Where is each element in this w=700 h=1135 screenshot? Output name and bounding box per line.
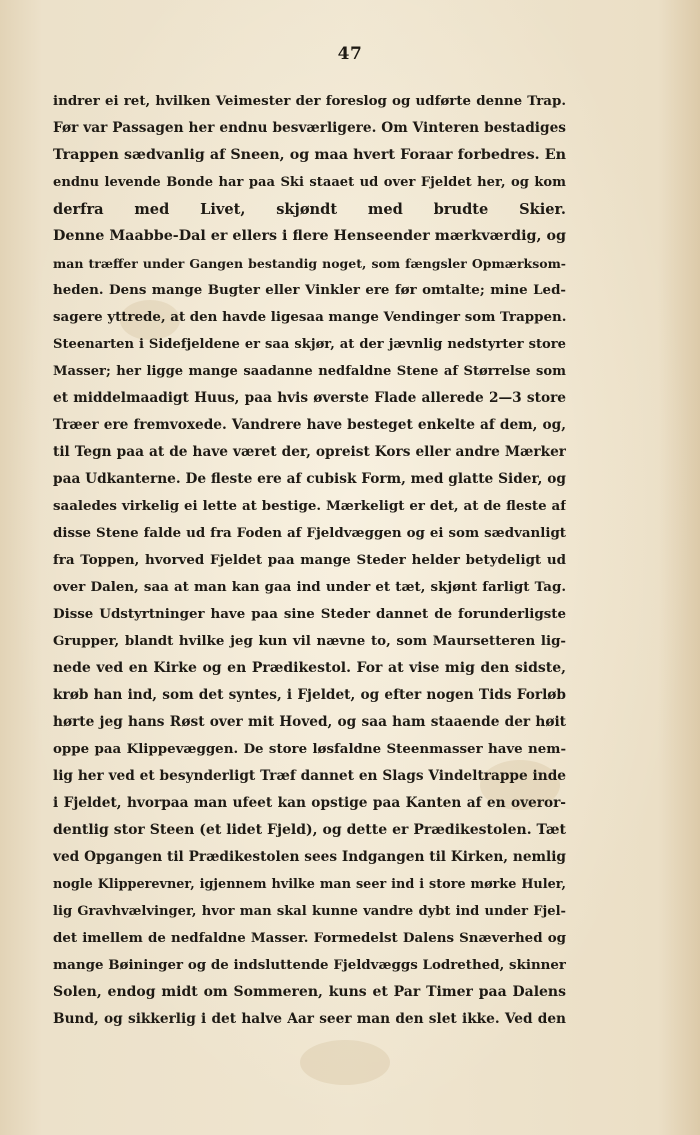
text-line: Solen, endog midt om Sommeren, kuns et Par Timer paa Dalens <box>53 984 566 1000</box>
text-line: nogle Klipperevner, igjennem hvilke man seer ind i store mørke Huler, <box>53 877 566 892</box>
text-line: lig Gravhvælvinger, hvor man skal kunne vandre dybt ind under Fjel- <box>53 904 566 919</box>
text-line: i Fjeldet, hvorpaa man ufeet kan opstige paa Kanten af en overor- <box>53 795 566 811</box>
text-line: Disse Udstyrtninger have paa sine Steder dannet de forunderligste <box>53 606 566 622</box>
text-line: over Dalen, saa at man kan gaa ind under et tæt, skjønt farligt Tag. <box>53 579 566 595</box>
text-line: lig her ved et besynderligt Træf dannet en Slags Vindeltrappe inde <box>53 768 566 784</box>
text-line: nede ved en Kirke og en Prædikestol. For at vise mig den sidste, <box>53 660 566 676</box>
text-line: Grupper, blandt hvilke jeg kun vil nævne to, som Maursetteren lig- <box>53 633 566 649</box>
text-line: dentlig stor Steen (et lidet Fjeld), og dette er Prædikestolen. Tæt <box>53 822 566 838</box>
text-line: disse Stene falde ud fra Foden af Fjeldvæggen og ei som sædvanligt <box>53 525 566 541</box>
text-line: derfra med Livet, skjøndt med brudte Skier. <box>53 201 566 218</box>
text-line: ved Opgangen til Prædikestolen sees Indgangen til Kirken, nemlig <box>53 849 566 865</box>
text-line: saaledes virkelig ei lette at bestige. Mærkeligt er det, at de fleste af <box>53 498 566 514</box>
text-line: Denne Maabbe-Dal er ellers i flere Henseender mærkværdig, og <box>53 228 566 244</box>
text-line: indrer ei ret, hvilken Veimester der foreslog og udførte denne Trap. <box>53 93 566 109</box>
text-line: man træffer under Gangen bestandig noget, som fængsler Opmærksom- <box>53 256 566 271</box>
page-number: 47 <box>337 44 363 64</box>
text-line: Bund, og sikkerlig i det halve Aar seer man den slet ikke. Ved den <box>53 1011 566 1027</box>
text-line: Masser; her ligge mange saadanne nedfaldne Stene af Størrelse som <box>53 364 566 379</box>
text-line: Træer ere fremvoxede. Vandrere have besteget enkelte af dem, og, <box>53 417 566 433</box>
text-line: mange Bøininger og de indsluttende Fjeldvæggs Lodrethed, skinner <box>53 957 566 973</box>
text-line: oppe paa Klippevæggen. De store løsfaldne Steenmasser have nem- <box>53 741 566 757</box>
text-line: heden. Dens mange Bugter eller Vinkler ere før omtalte; mine Led- <box>53 282 566 298</box>
body-text <box>53 88 566 1033</box>
text-line: sagere yttrede, at den havde ligesaa mange Vendinger som Trappen. <box>53 309 566 325</box>
text-line: fra Toppen, hvorved Fjeldet paa mange Steder helder betydeligt ud <box>53 552 566 568</box>
text-line: krøb han ind, som det syntes, i Fjeldet, og efter nogen Tids Forløb <box>53 687 566 703</box>
paper-stain <box>300 1040 390 1085</box>
text-line: Før var Passagen her endnu besværligere. Om Vinteren bestadiges <box>53 120 566 136</box>
text-line: til Tegn paa at de have været der, opreist Kors eller andre Mærker <box>53 444 566 460</box>
text-line: et middelmaadigt Huus, paa hvis øverste Flade allerede 2—3 store <box>53 390 566 406</box>
text-line: Trappen sædvanlig af Sneen, og maa hvert Foraar forbedres. En <box>53 147 566 163</box>
text-line: hørte jeg hans Røst over mit Hoved, og saa ham staaende der høit <box>53 714 566 730</box>
text-line: Steenarten i Sidefjeldene er saa skjør, at der jævnlig nedstyrter store <box>53 337 566 352</box>
text-line: endnu levende Bonde har paa Ski staaet ud over Fjeldet her, og kom <box>53 175 566 190</box>
text-line: paa Udkanterne. De fleste ere af cubisk Form, med glatte Sider, og <box>53 471 566 487</box>
text-line: det imellem de nedfaldne Masser. Formedelst Dalens Snæverhed og <box>53 930 566 946</box>
